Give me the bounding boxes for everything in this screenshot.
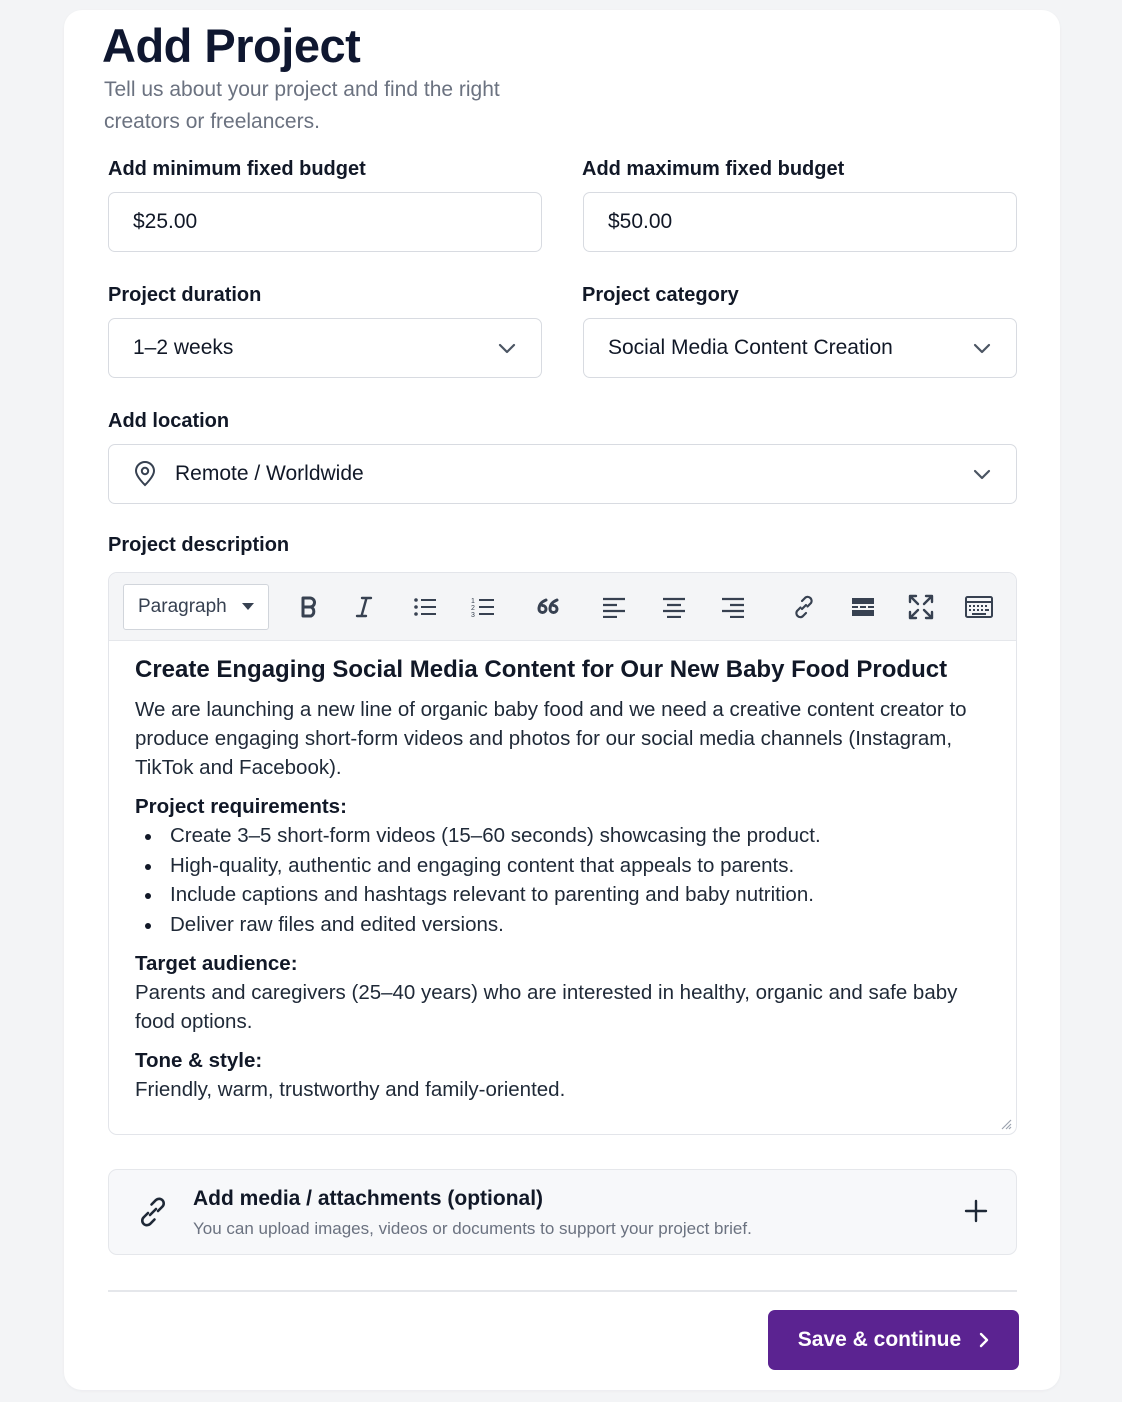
chevron-down-icon	[972, 464, 992, 484]
attachments-subtitle: You can upload images, videos or documents to support your project brief.	[193, 1219, 752, 1238]
audience-text: Parents and caregivers (25–40 years) who are interested in healthy, organic and safe baby food options.	[135, 981, 958, 1033]
category-value: Social Media Content Creation	[608, 336, 893, 359]
tone-title: Tone & style:	[135, 1049, 263, 1072]
duration-label: Project duration	[108, 284, 262, 306]
bold-icon[interactable]	[294, 592, 324, 622]
description-intro: We are launching a new line of organic baby food and we need a creative content creator to produce engaging short-form videos and photos for our social media channels (Instagram, TikTok and Facebook).	[135, 698, 967, 779]
requirements-title: Project requirements:	[135, 795, 347, 818]
min-budget-value: $25.00	[133, 210, 198, 233]
requirements-list	[135, 821, 990, 939]
chevron-right-icon	[979, 1332, 989, 1348]
numbered-list-icon[interactable]	[468, 592, 498, 622]
list-item: Deliver raw files and edited versions.	[143, 910, 990, 940]
list-item: Include captions and hashtags relevant to parenting and baby nutrition.	[143, 880, 990, 910]
max-budget-input[interactable]	[583, 192, 1017, 252]
description-heading: Create Engaging Social Media Content for Our New Baby Food Product	[135, 656, 948, 683]
save-continue-label: Save & continue	[797, 1328, 962, 1351]
list-item: High-quality, authentic and engaging content that appeals to parents.	[143, 851, 990, 881]
attachments-panel[interactable]	[108, 1169, 1017, 1255]
editor-content[interactable]	[109, 641, 1016, 1104]
page-subtitle: Tell us about your project and find the right creators or freelancers.	[104, 78, 500, 133]
bullet-list-icon[interactable]	[410, 592, 440, 622]
duration-value: 1–2 weeks	[133, 336, 234, 359]
page-title: Add Project	[102, 19, 361, 72]
paragraph-format-select[interactable]	[123, 584, 269, 630]
quote-icon[interactable]	[533, 592, 563, 622]
location-label: Add location	[108, 410, 230, 432]
keyboard-icon[interactable]	[964, 592, 994, 622]
max-budget-value: $50.00	[608, 210, 673, 233]
footer-divider	[108, 1290, 1017, 1292]
category-label: Project category	[582, 284, 739, 306]
min-budget-input[interactable]	[108, 192, 542, 252]
attachments-title: Add media / attachments (optional)	[193, 1187, 544, 1210]
location-select[interactable]	[108, 444, 1017, 504]
chevron-down-icon	[972, 338, 992, 358]
list-item: Create 3–5 short-form videos (15–60 seconds) showcasing the product.	[143, 821, 990, 851]
svg-text:3: 3	[471, 612, 475, 619]
max-budget-label: Add maximum fixed budget	[582, 158, 845, 180]
location-value: Remote / Worldwide	[175, 462, 364, 485]
horizontal-rule-icon[interactable]	[848, 592, 878, 622]
paperclip-link-icon	[137, 1196, 169, 1228]
paragraph-format-value: Paragraph	[138, 596, 227, 617]
map-pin-icon	[133, 461, 159, 487]
category-select[interactable]	[583, 318, 1017, 378]
svg-text:1: 1	[471, 598, 475, 605]
italic-icon[interactable]	[349, 592, 379, 622]
chevron-down-icon	[497, 338, 517, 358]
tone-text: Friendly, warm, trustworthy and family-oriented.	[135, 1078, 566, 1101]
editor-toolbar	[109, 573, 1016, 641]
align-left-icon[interactable]	[599, 592, 629, 622]
align-center-icon[interactable]	[659, 592, 689, 622]
link-icon[interactable]	[789, 592, 819, 622]
align-right-icon[interactable]	[718, 592, 748, 622]
fullscreen-icon[interactable]	[906, 592, 936, 622]
plus-icon[interactable]	[964, 1199, 988, 1223]
min-budget-label: Add minimum fixed budget	[108, 158, 366, 180]
rich-text-editor	[108, 572, 1017, 1135]
svg-text:2: 2	[471, 605, 475, 612]
save-continue-button[interactable]	[768, 1310, 1019, 1370]
duration-select[interactable]	[108, 318, 542, 378]
audience-title: Target audience:	[135, 952, 298, 975]
resize-handle-icon[interactable]	[998, 1116, 1012, 1130]
description-label: Project description	[108, 534, 290, 556]
caret-down-icon	[242, 603, 254, 611]
